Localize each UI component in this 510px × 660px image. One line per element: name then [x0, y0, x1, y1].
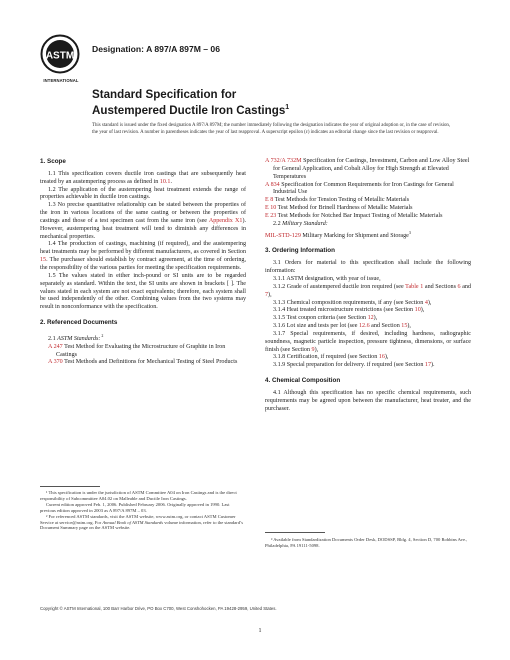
ordering-p1: 3.1 Orders for material to this specification shall include the following information: [265, 260, 471, 275]
link-10-1[interactable]: 10.1 [159, 178, 171, 185]
scope-heading: 1. Scope [40, 158, 66, 165]
footnote-2: ² For referenced ASTM standards, visit the ASTM website, www.astm.org, or contact ASTM Customer Service at service@astm.org. For Annual Book of ASTM Standards volume information, refer to the standard’s Document Summary page on the ASTM website. [40, 513, 244, 531]
issuance-notice: This standard is issued under the fixed designation A 897/A 897M; the number immediately following the designation indicates the year of original adoption or, in the case of revision, the year of last revision. A number in parentheses indicates the year of last reapproval. A superscript epsilon (ε) indicates an editorial change since the last revision or reapproval. [92, 123, 451, 135]
ordering-heading: 3. Ordering Information [265, 247, 335, 255]
scope-p1: 1.1 This specification covers ductile iron castings that are subsequently heat treated by an austempering process as defined in 10.1. [40, 170, 246, 185]
link-section-4[interactable]: 4 [424, 299, 428, 306]
logo-letters: ASTM [45, 50, 75, 62]
link-a370[interactable]: A 370 [48, 359, 63, 366]
ordering-item-9: 3.1.9 Special preparation for delivery. if required (see Section 17). [273, 362, 435, 369]
footnote-1-edition: Current edition approved Feb. 1, 2006. Published February 2006. Originally approved in 1990. Last previous edition approved in 2003 as A 897/A 897M – 03. [40, 501, 230, 513]
title-line-2: Austempered Ductile Iron Castings [92, 103, 286, 117]
link-mil-std-129[interactable]: MIL-STD-129 [265, 232, 301, 239]
footnotes-left [40, 490, 246, 531]
ordering-item-8: 3.1.8 Certification, if required (see Section 16), [273, 354, 389, 361]
footnote-1: ¹ This specification is under the jurisdiction of ASTM Committee A04 on Iron Castings and is the direct responsibility of Subcommittee A04.02 on Malleable and Ductile Iron Castings. [40, 490, 237, 501]
link-e23[interactable]: E 23 [265, 212, 277, 219]
link-a834[interactable]: A 834 [265, 181, 280, 188]
military-standard-sub: 2.2 Military Standard: [273, 220, 328, 227]
copyright-notice: Copyright © ASTM International, 100 Barr Harbor Drive, PO Box C700, West Conshohocken, PA 19428-2959, United States. [40, 606, 277, 611]
astm-logo-icon [40, 34, 80, 78]
link-e10[interactable]: E 10 [265, 205, 277, 212]
left-column [40, 158, 246, 367]
ref-a834: A 834 Specification for Common Requirements for Iron Castings for General Industrial Use [265, 181, 454, 196]
link-e8[interactable]: E 8 [265, 197, 274, 204]
scope-p5: 1.5 The values stated in either inch-pound or SI units are to be regarded separately as standard. Within the text, the SI units are shown in brackets [ ]. The values stated in each system are not exact equivalents; therefore, each system shall be used independently of the other. Combining values from the two systems may result in nonconformance with the specification. [40, 272, 246, 311]
chemical-p1: 4.1 Although this specification has no specific chemical requirements, such requirements may be agreed upon between the manufacturer, heat treater, and the purchaser. [265, 389, 471, 412]
footnote-divider-right [265, 532, 325, 533]
ordering-item-4: 3.1.4 Heat treated microstructure restrictions (see Section 10), [273, 307, 425, 314]
ordering-item-3: 3.1.3 Chemical composition requirements, if any (see Section 4), [273, 299, 432, 306]
ref-e8: E 8 Test Methods for Tension Testing of Metallic Materials [265, 197, 410, 204]
ordering-item-5: 3.1.5 Test coupon criteria (see Section 12), [273, 315, 378, 322]
scope-p4: 1.4 The production of castings, machining (if required), and the austempering heat treatments may be performed by different manufacturers, as covered in Section 15. The purchaser should establish by contract agreement, at the time of ordering, the responsibility of the various parties for meeting the specification requirements. [40, 241, 246, 271]
scope-p3: 1.3 No precise quantitative relationship can be stated between the properties of the iron in various locations of the same casting or between the properties of castings and those of a test specimen cast from the same iron (see Appendix X1). However, austempering heat treatment will tend to diminish any differences in mechanical properties. [40, 202, 246, 240]
link-a732[interactable]: A 732/A 732M [265, 158, 302, 164]
link-section-9[interactable]: 9 [311, 346, 315, 353]
link-a247[interactable]: A 247 [48, 343, 63, 350]
astm-standards-sub: 2.1 ASTM Standards: $^2$ [48, 332, 104, 342]
designation: Designation: A 897/A 897M – 06 [92, 44, 220, 54]
link-table-1[interactable]: Table 1 [405, 283, 424, 290]
footnote-divider [40, 486, 100, 487]
right-column [265, 158, 471, 414]
link-section-16[interactable]: 16 [378, 354, 385, 361]
referenced-heading: 2. Referenced Documents [40, 319, 118, 327]
title-footnote-mark: 1 [285, 104, 290, 111]
footnote-3: ³ Available from Standardization Documents Order Desk, DODSSP, Bldg. 4, Section D, 700 Robbins Ave., Philadelphia, PA 19111-5098. [265, 537, 468, 548]
document-title [92, 88, 452, 117]
scope-p2: 1.2 The application of the austempering heat treatment extends the range of properties achievable in ductile iron castings. [40, 186, 246, 201]
link-section-15b[interactable]: 15 [401, 323, 408, 330]
ordering-item-1: 3.1.1 ASTM designation, with year of issue, [273, 276, 381, 282]
link-section-17[interactable]: 17 [424, 362, 431, 369]
title-line-1: Standard Specification for [92, 88, 237, 101]
chemical-heading: 4. Chemical Composition [265, 377, 341, 385]
ref-a247: A 247 Test Method for Evaluating the Microstructure of Graphite in Iron Castings [48, 343, 226, 358]
link-section-10[interactable]: 10 [414, 307, 421, 314]
page-number: 1 [258, 628, 262, 634]
link-section-6[interactable]: 6 [457, 283, 461, 290]
link-section-7[interactable]: 7 [265, 291, 269, 298]
link-appendix-x1[interactable]: Appendix X1 [208, 217, 243, 224]
ref-mil-std-129: MIL-STD-129 Military Marking for Shipment and Storage$^3$ [265, 229, 411, 239]
ordering-item-6: 3.1.6 Lot size and tests per lot (see 12.6 and Section 15), [273, 323, 411, 330]
link-section-15[interactable]: 15 [40, 257, 47, 264]
ordering-item-2: 3.1.2 Grade of austempered ductile iron required (see Table 1 and Sections 6 and 7), [265, 283, 471, 298]
link-section-12[interactable]: 12 [367, 315, 374, 322]
ordering-item-7: 3.1.7 Special requirements, if desired, including hardness, radiographic soundness, magnetic particle inspection, pressure tightness, dimensions, or surface finish (see Section 9), [265, 330, 471, 353]
ref-a370: A 370 Test Methods and Definitions for Mechanical Testing of Steel Products [48, 359, 238, 366]
ref-e23: E 23 Test Methods for Notched Bar Impact Testing of Metallic Materials [265, 212, 443, 219]
link-12-6[interactable]: 12.6 [358, 323, 370, 330]
footnotes-right [265, 537, 471, 549]
ref-e10: E 10 Test Method for Brinell Hardness of Metallic Materials [265, 205, 413, 212]
ref-a732: A 732/A 732M Specification for Castings, Investment, Carbon and Low Alloy Steel for General Application, and Cobalt Alloy for High Strength at Elevated Temperatures [265, 158, 470, 180]
logo-caption: INTERNATIONAL [43, 78, 79, 83]
